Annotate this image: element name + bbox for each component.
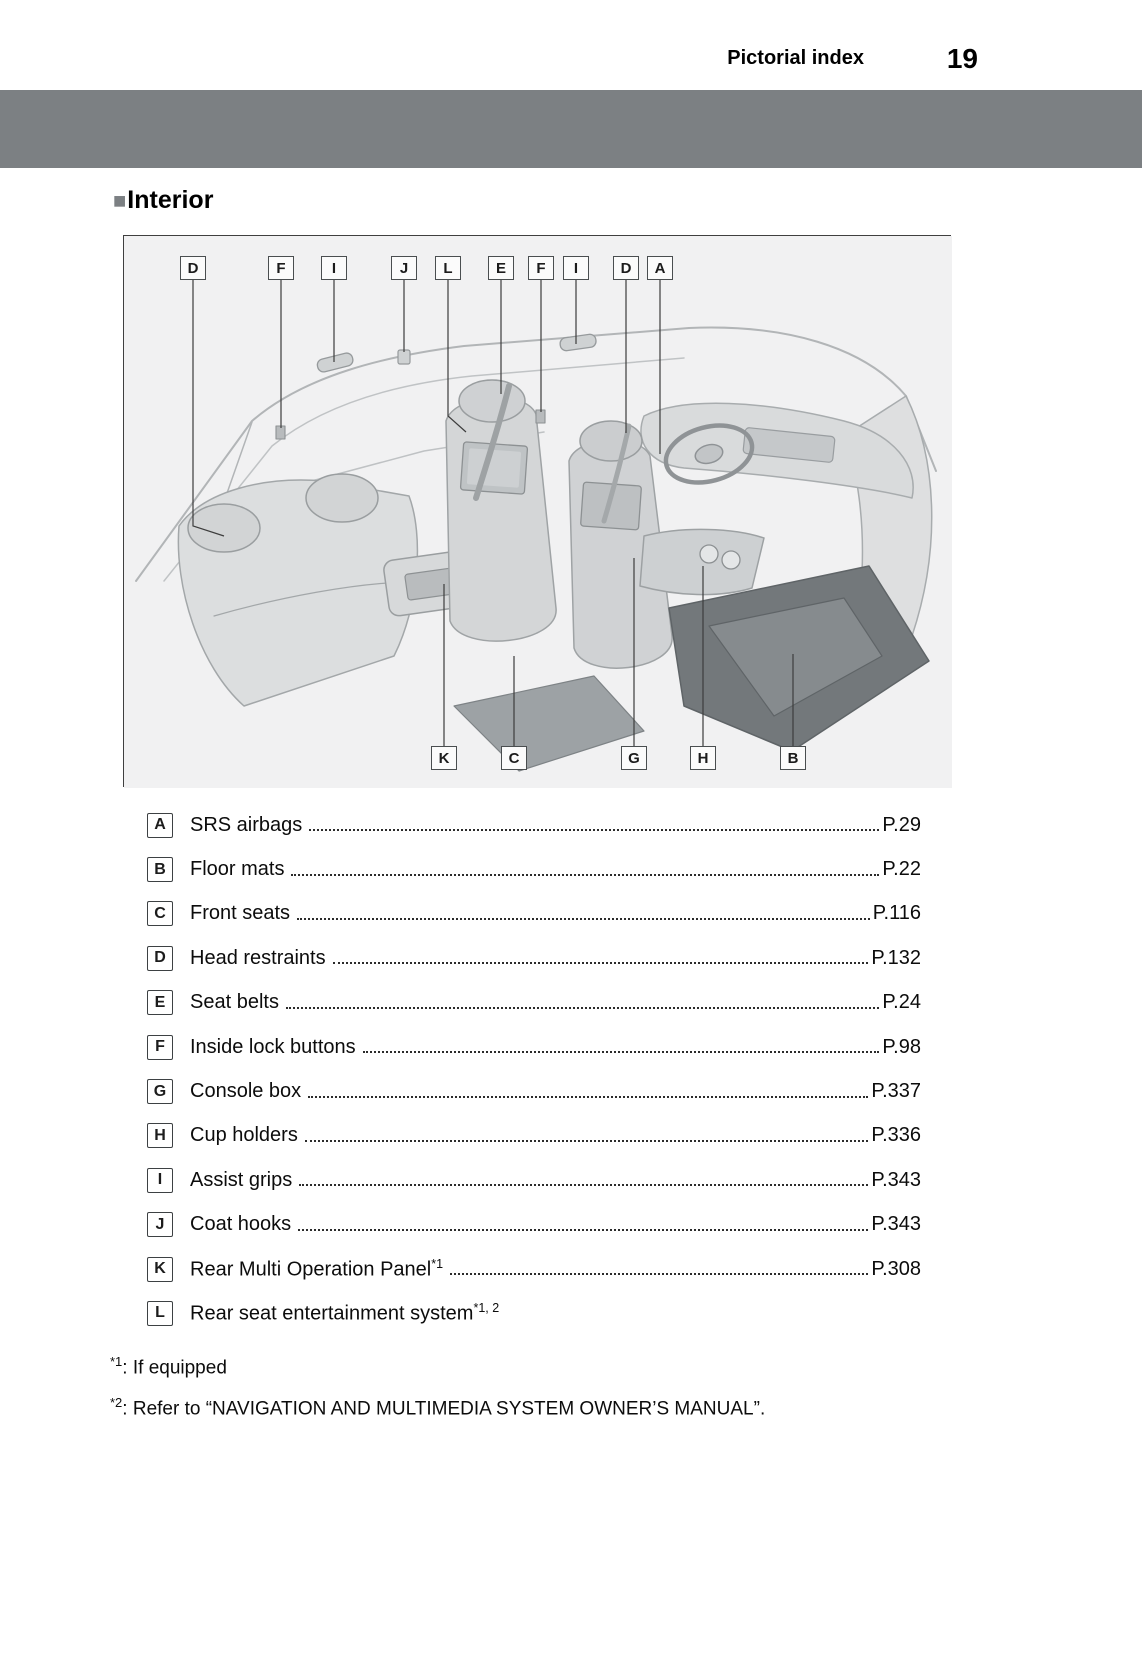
index-page-ref: P.98 (882, 1035, 921, 1058)
dotted-leader (363, 1051, 880, 1053)
index-key: D (147, 946, 173, 971)
index-page-ref: P.132 (871, 946, 921, 969)
index-row-inside-lock-buttons (147, 1025, 921, 1069)
index-page-ref: P.343 (871, 1168, 921, 1191)
callout-top-L: L (435, 256, 461, 280)
footnote-2-marker: *2 (110, 1395, 123, 1411)
index-key: J (147, 1212, 173, 1237)
callout-bottom-G: G (621, 746, 647, 770)
callout-top-D2: D (613, 256, 639, 280)
footnote-1-text: : If equipped (122, 1357, 227, 1379)
index-key: A (147, 813, 173, 838)
index-label: SRS airbags (190, 813, 303, 836)
dotted-leader (291, 874, 879, 876)
footnote-2 (110, 1395, 1142, 1420)
index-page-ref: P.24 (882, 991, 921, 1014)
index-label: Assist grips (190, 1168, 293, 1191)
callout-bottom-K: K (431, 746, 457, 770)
footnote-1 (110, 1354, 1142, 1379)
index-key: K (147, 1257, 173, 1282)
interior-illustration (124, 236, 952, 788)
index-key: C (147, 901, 173, 926)
footnotes (110, 1354, 1142, 1421)
pictorial-index-list (147, 803, 921, 1336)
index-row-console-box (147, 1069, 921, 1113)
dotted-leader (298, 1229, 868, 1231)
callout-top-I1: I (321, 256, 347, 280)
index-label: Seat belts (190, 991, 279, 1014)
section-square-marker: ■ (113, 187, 127, 213)
index-page-ref: P.116 (872, 902, 921, 925)
dotted-leader (305, 1140, 868, 1142)
index-label: Head restraints (190, 946, 326, 969)
header-section-title: Pictorial index (727, 47, 864, 69)
index-key: I (147, 1168, 173, 1193)
index-key: E (147, 990, 173, 1015)
header-gray-band (0, 90, 1142, 168)
dotted-leader (333, 962, 869, 964)
callout-top-D: D (180, 256, 206, 280)
callout-top-I2: I (563, 256, 589, 280)
callout-bottom-H: H (690, 746, 716, 770)
index-label: Floor mats (190, 858, 285, 881)
callout-top-F1: F (268, 256, 294, 280)
index-row-rear-seat-entertainment-system (147, 1291, 921, 1335)
dotted-leader (297, 918, 870, 920)
dotted-leader (450, 1273, 868, 1275)
index-row-seat-belts (147, 981, 921, 1025)
index-key: L (147, 1301, 173, 1326)
footnote-2-text: : Refer to “NAVIGATION AND MULTIMEDIA SYSTEM OWNER’S MANUAL”. (122, 1398, 766, 1420)
index-key: B (147, 857, 173, 882)
index-page-ref: P.343 (871, 1213, 921, 1236)
index-key: H (147, 1123, 173, 1148)
index-label: Inside lock buttons (190, 1035, 356, 1058)
footnote-marker: *1 (431, 1256, 444, 1271)
index-page-ref: P.336 (871, 1124, 921, 1147)
page-header (0, 0, 1142, 90)
index-key: F (147, 1035, 173, 1060)
index-label: Front seats (190, 902, 291, 925)
index-row-coat-hooks (147, 1203, 921, 1247)
index-page-ref: P.22 (882, 858, 921, 881)
callout-top-A: A (647, 256, 673, 280)
index-label: Rear Multi Operation Panel$^{*1}$ (190, 1256, 444, 1281)
callout-top-F2: F (528, 256, 554, 280)
page-number: 19 (946, 43, 978, 74)
dotted-leader (286, 1007, 879, 1009)
index-label: Rear seat entertainment system$^{*1, 2}$ (190, 1301, 500, 1325)
callout-top-E: E (488, 256, 514, 280)
callout-top-J: J (391, 256, 417, 280)
callout-bottom-C: C (501, 746, 527, 770)
callout-bottom-B: B (780, 746, 806, 770)
footnote-marker: *1, 2 (473, 1301, 500, 1316)
index-label: Console box (190, 1080, 302, 1103)
index-page-ref: P.308 (871, 1257, 921, 1280)
index-row-cup-holders (147, 1114, 921, 1158)
index-key: G (147, 1079, 173, 1104)
index-page-ref: P.29 (882, 813, 921, 836)
interior-diagram-box (123, 235, 951, 787)
index-page-ref: P.337 (871, 1080, 921, 1103)
section-title: Interior (127, 186, 214, 214)
dotted-leader (308, 1096, 868, 1098)
dotted-leader (309, 829, 879, 831)
index-row-floor-mats (147, 847, 921, 891)
footnote-1-marker: *1 (110, 1353, 123, 1369)
dotted-leader (299, 1184, 868, 1186)
index-label: Coat hooks (190, 1213, 292, 1236)
index-row-rear-multi-operation-panel (147, 1247, 921, 1291)
index-label: Cup holders (190, 1124, 298, 1147)
index-row-srs-airbags (147, 803, 921, 847)
index-row-head-restraints (147, 936, 921, 980)
index-row-assist-grips (147, 1158, 921, 1202)
index-row-front-seats (147, 892, 921, 936)
section-heading (113, 188, 1142, 213)
